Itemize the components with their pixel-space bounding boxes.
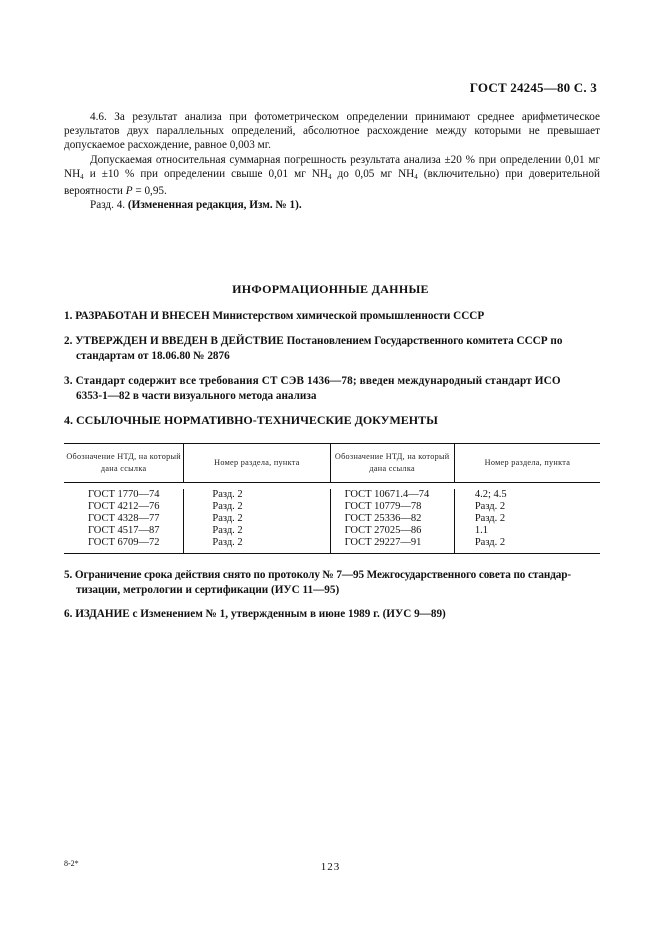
- table-cell: Разд. 2: [212, 489, 243, 500]
- table-cell: ГОСТ 10671.4—74: [344, 489, 430, 500]
- table-cell: ГОСТ 1770—74: [88, 489, 160, 500]
- footer-mark: 8-2*: [64, 859, 79, 868]
- table-cell: 1.1: [474, 525, 488, 536]
- info-item-1: 1. РАЗРАБОТАН И ВНЕСЕН Министерством химической промышленности СССР: [64, 310, 485, 322]
- section-4-6: [64, 110, 600, 212]
- header-ntd-2: Обозначение НТД, на который дана ссылка: [330, 444, 454, 482]
- info-title: ИНФОРМАЦИОННЫЕ ДАННЫЕ: [232, 282, 429, 296]
- references-table: [64, 443, 600, 554]
- info-item-4: 4. ССЫЛОЧНЫЕ НОРМАТИВНО-ТЕХНИЧЕСКИЕ ДОКУМЕНТЫ: [64, 413, 438, 427]
- page-header: ГОСТ 24245—80 С. 3: [469, 80, 597, 95]
- info-item-5: 5. Ограничение срока действия снято по протоколу № 7—95 Межгосударственного совета по стандар- тизации, метрологии и сертификации (ИУС 11—95): [64, 569, 572, 596]
- table-cell: Разд. 2: [212, 525, 243, 536]
- table-cell: Разд. 2: [212, 537, 243, 548]
- table-cell: ГОСТ 10779—78: [344, 501, 422, 512]
- table-cell: Разд. 2: [474, 537, 506, 548]
- paragraph-error: Допускаемая относительная суммарная погрешность результата анализа ±20 % при определении 0,01 мг $NH_4$ и ±10 % при определении свыше 0,01 мг $NH_4$ до 0,05 мг $NH_4$ (включительно) при доверительной вероятности P = 0,95.: [64, 153, 600, 198]
- table-cell: ГОСТ 4212—76: [88, 501, 160, 512]
- info-item-2: 2. УТВЕРЖДЕН И ВВЕДЕН В ДЕЙСТВИЕ Постановлением Государственного комитета СССР по стандартам от 18.06.80 № 2876: [64, 335, 563, 362]
- table-cell: Разд. 2: [474, 513, 506, 524]
- table-col-ntd-2: [330, 489, 454, 553]
- table-col-section-1: [183, 489, 329, 553]
- table-cell: ГОСТ 6709—72: [88, 537, 160, 548]
- paragraph-revision: Разд. 4. (Измененная редакция, Изм. № 1).: [90, 199, 302, 212]
- table-header: [64, 444, 600, 483]
- table-col-ntd-1: [64, 489, 183, 553]
- table-cell: Разд. 2: [212, 501, 243, 512]
- info-item-6: 6. ИЗДАНИЕ с Изменением № 1, утвержденным в июне 1989 г. (ИУС 9—89): [64, 608, 446, 620]
- table-cell: ГОСТ 29227—91: [344, 537, 422, 548]
- header-section-2: Номер раздела, пункта: [454, 444, 600, 482]
- table-cell: ГОСТ 25336—82: [344, 513, 422, 524]
- table-cell: 4.2; 4.5: [474, 489, 507, 500]
- table-cell: Разд. 2: [212, 513, 243, 524]
- page-number: 123: [320, 861, 341, 873]
- header-section-1: Номер раздела, пункта: [183, 444, 329, 482]
- table-col-section-2: [454, 489, 600, 553]
- table-cell: ГОСТ 4517—87: [88, 525, 160, 536]
- paragraph-result: 4.6. За результат анализа при фотометрическом определении принимают среднее арифметическое результатов двух параллельных определений, абсолютное расхождение между которыми не превышает допускаемое расхождение, равное 0,003 мг.: [64, 111, 600, 152]
- table-body: [64, 483, 600, 553]
- header-ntd-1: Обозначение НТД, на который дана ссылка: [66, 452, 181, 473]
- table-cell: ГОСТ 27025—86: [344, 525, 422, 536]
- info-item-3: 3. Стандарт содержит все требования СТ СЭВ 1436—78; введен международный стандарт ИСО 6353-1—82 в части визуального метода анализа: [64, 375, 561, 402]
- table-cell: ГОСТ 4328—77: [88, 513, 160, 524]
- table-cell: Разд. 2: [474, 501, 506, 512]
